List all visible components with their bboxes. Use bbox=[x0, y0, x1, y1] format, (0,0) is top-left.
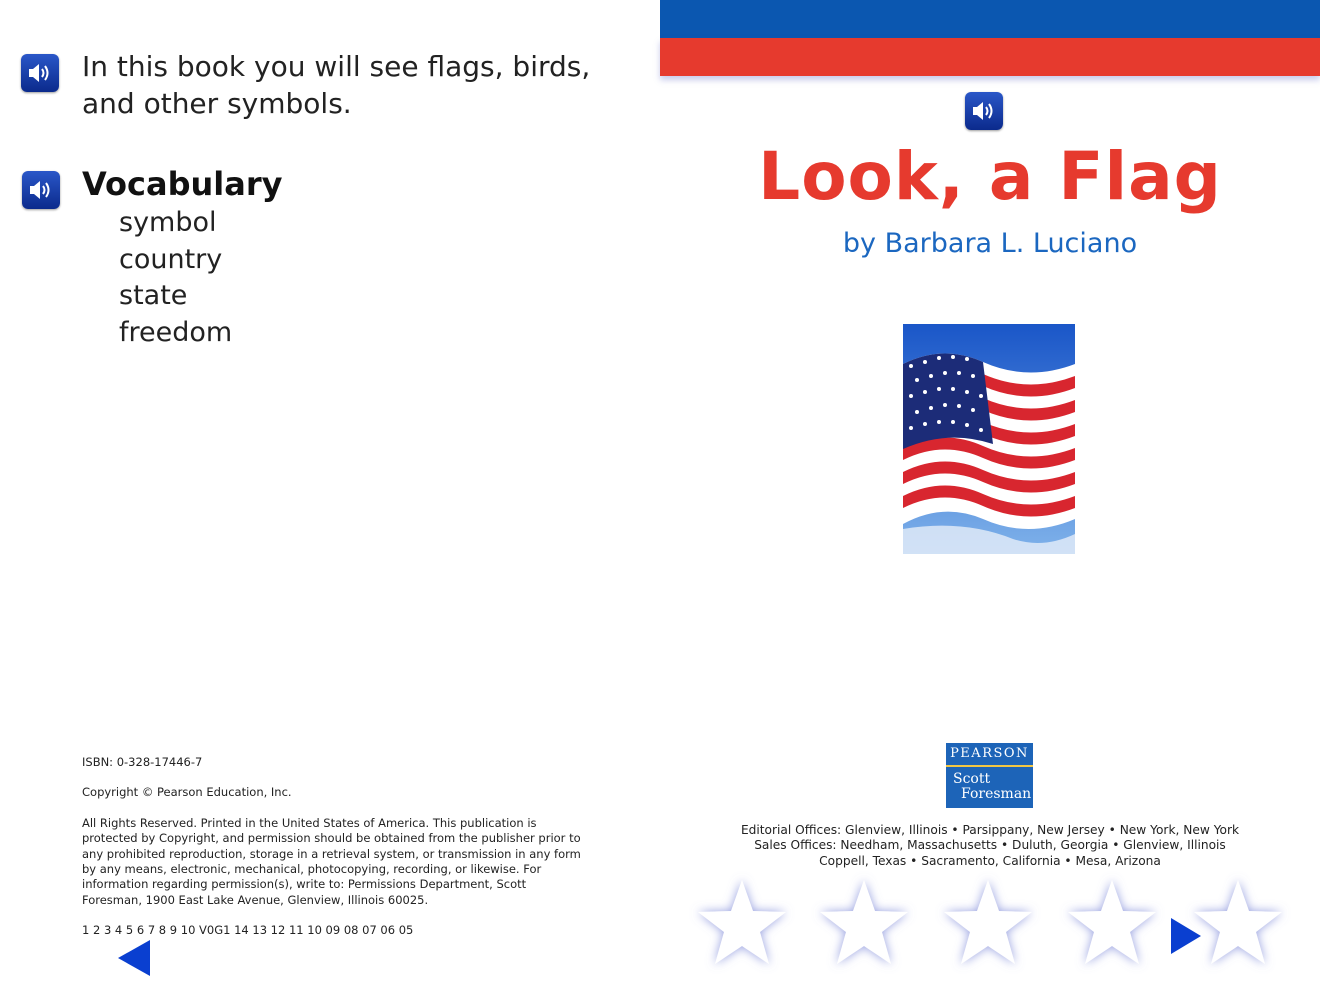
vocabulary-word: state bbox=[119, 280, 188, 311]
print-line: 1 2 3 4 5 6 7 8 9 10 V0G1 14 13 12 11 10 09 08 07 06 05 bbox=[82, 923, 414, 938]
book-title: Look, a Flag bbox=[758, 138, 1222, 215]
logo-pearson: PEARSON bbox=[946, 743, 1033, 767]
editorial-offices: Editorial Offices: Glenview, Illinois • Parsippany, New Jersey • New York, New York bbox=[740, 823, 1240, 837]
logo-scott: Scott bbox=[953, 771, 991, 787]
speaker-icon bbox=[970, 99, 998, 123]
star-icon bbox=[1068, 880, 1156, 964]
rights-statement: All Rights Reserved. Printed in the United States of America. This publication is protected by Copyright, and permission should be obtained from the publisher prior to any prohibited reproduction, storage in a retrieval system, or transmission in any form by any means, electronic, mechanical, photocopying, recording, or likewise. For information regarding permission(s), write to: Permissions Department, Scott Foresman, 1900 East Lake Avenue, Glenview, Illinois 60025. bbox=[82, 815, 581, 907]
vocabulary-word: symbol bbox=[119, 207, 217, 238]
speaker-icon bbox=[26, 61, 54, 85]
blue-band bbox=[660, 0, 1320, 38]
copyright-line: Copyright © Pearson Education, Inc. bbox=[82, 785, 292, 800]
offices-block bbox=[660, 823, 1320, 869]
intro-text: In this book you will see flags, birds, and other symbols. bbox=[82, 50, 591, 120]
stars-decoration bbox=[660, 868, 1320, 990]
vocabulary-word: country bbox=[119, 243, 223, 275]
star-icon bbox=[698, 880, 786, 964]
vocabulary-list bbox=[119, 205, 232, 351]
sales-offices: Sales Offices: Needham, Massachusetts • Duluth, Georgia • Glenview, Illinois bbox=[754, 838, 1226, 853]
star-icon bbox=[944, 880, 1032, 964]
isbn: ISBN: 0-328-17446-7 bbox=[82, 755, 203, 769]
star-icon bbox=[1194, 880, 1282, 964]
audio-button-intro[interactable] bbox=[21, 54, 59, 92]
prev-arrow-icon[interactable] bbox=[118, 940, 150, 976]
copyright-block bbox=[82, 755, 582, 954]
red-band bbox=[660, 38, 1320, 76]
vocabulary-heading: Vocabulary bbox=[82, 165, 283, 203]
flag-photo bbox=[903, 324, 1075, 554]
star-icon bbox=[820, 880, 908, 964]
right-page bbox=[660, 0, 1320, 990]
publisher-logo bbox=[946, 743, 1033, 808]
speaker-icon bbox=[27, 178, 55, 202]
sales-offices-cont: Coppell, Texas • Sacramento, California • Mesa, Arizona bbox=[819, 853, 1161, 868]
vocabulary-word: freedom bbox=[119, 316, 233, 348]
logo-foresman: Foresman bbox=[961, 786, 1032, 802]
book-author: by Barbara L. Luciano bbox=[842, 228, 1138, 259]
audio-button-vocabulary[interactable] bbox=[22, 171, 60, 209]
audio-button-title[interactable] bbox=[965, 92, 1003, 130]
next-arrow-icon[interactable] bbox=[1171, 918, 1201, 954]
